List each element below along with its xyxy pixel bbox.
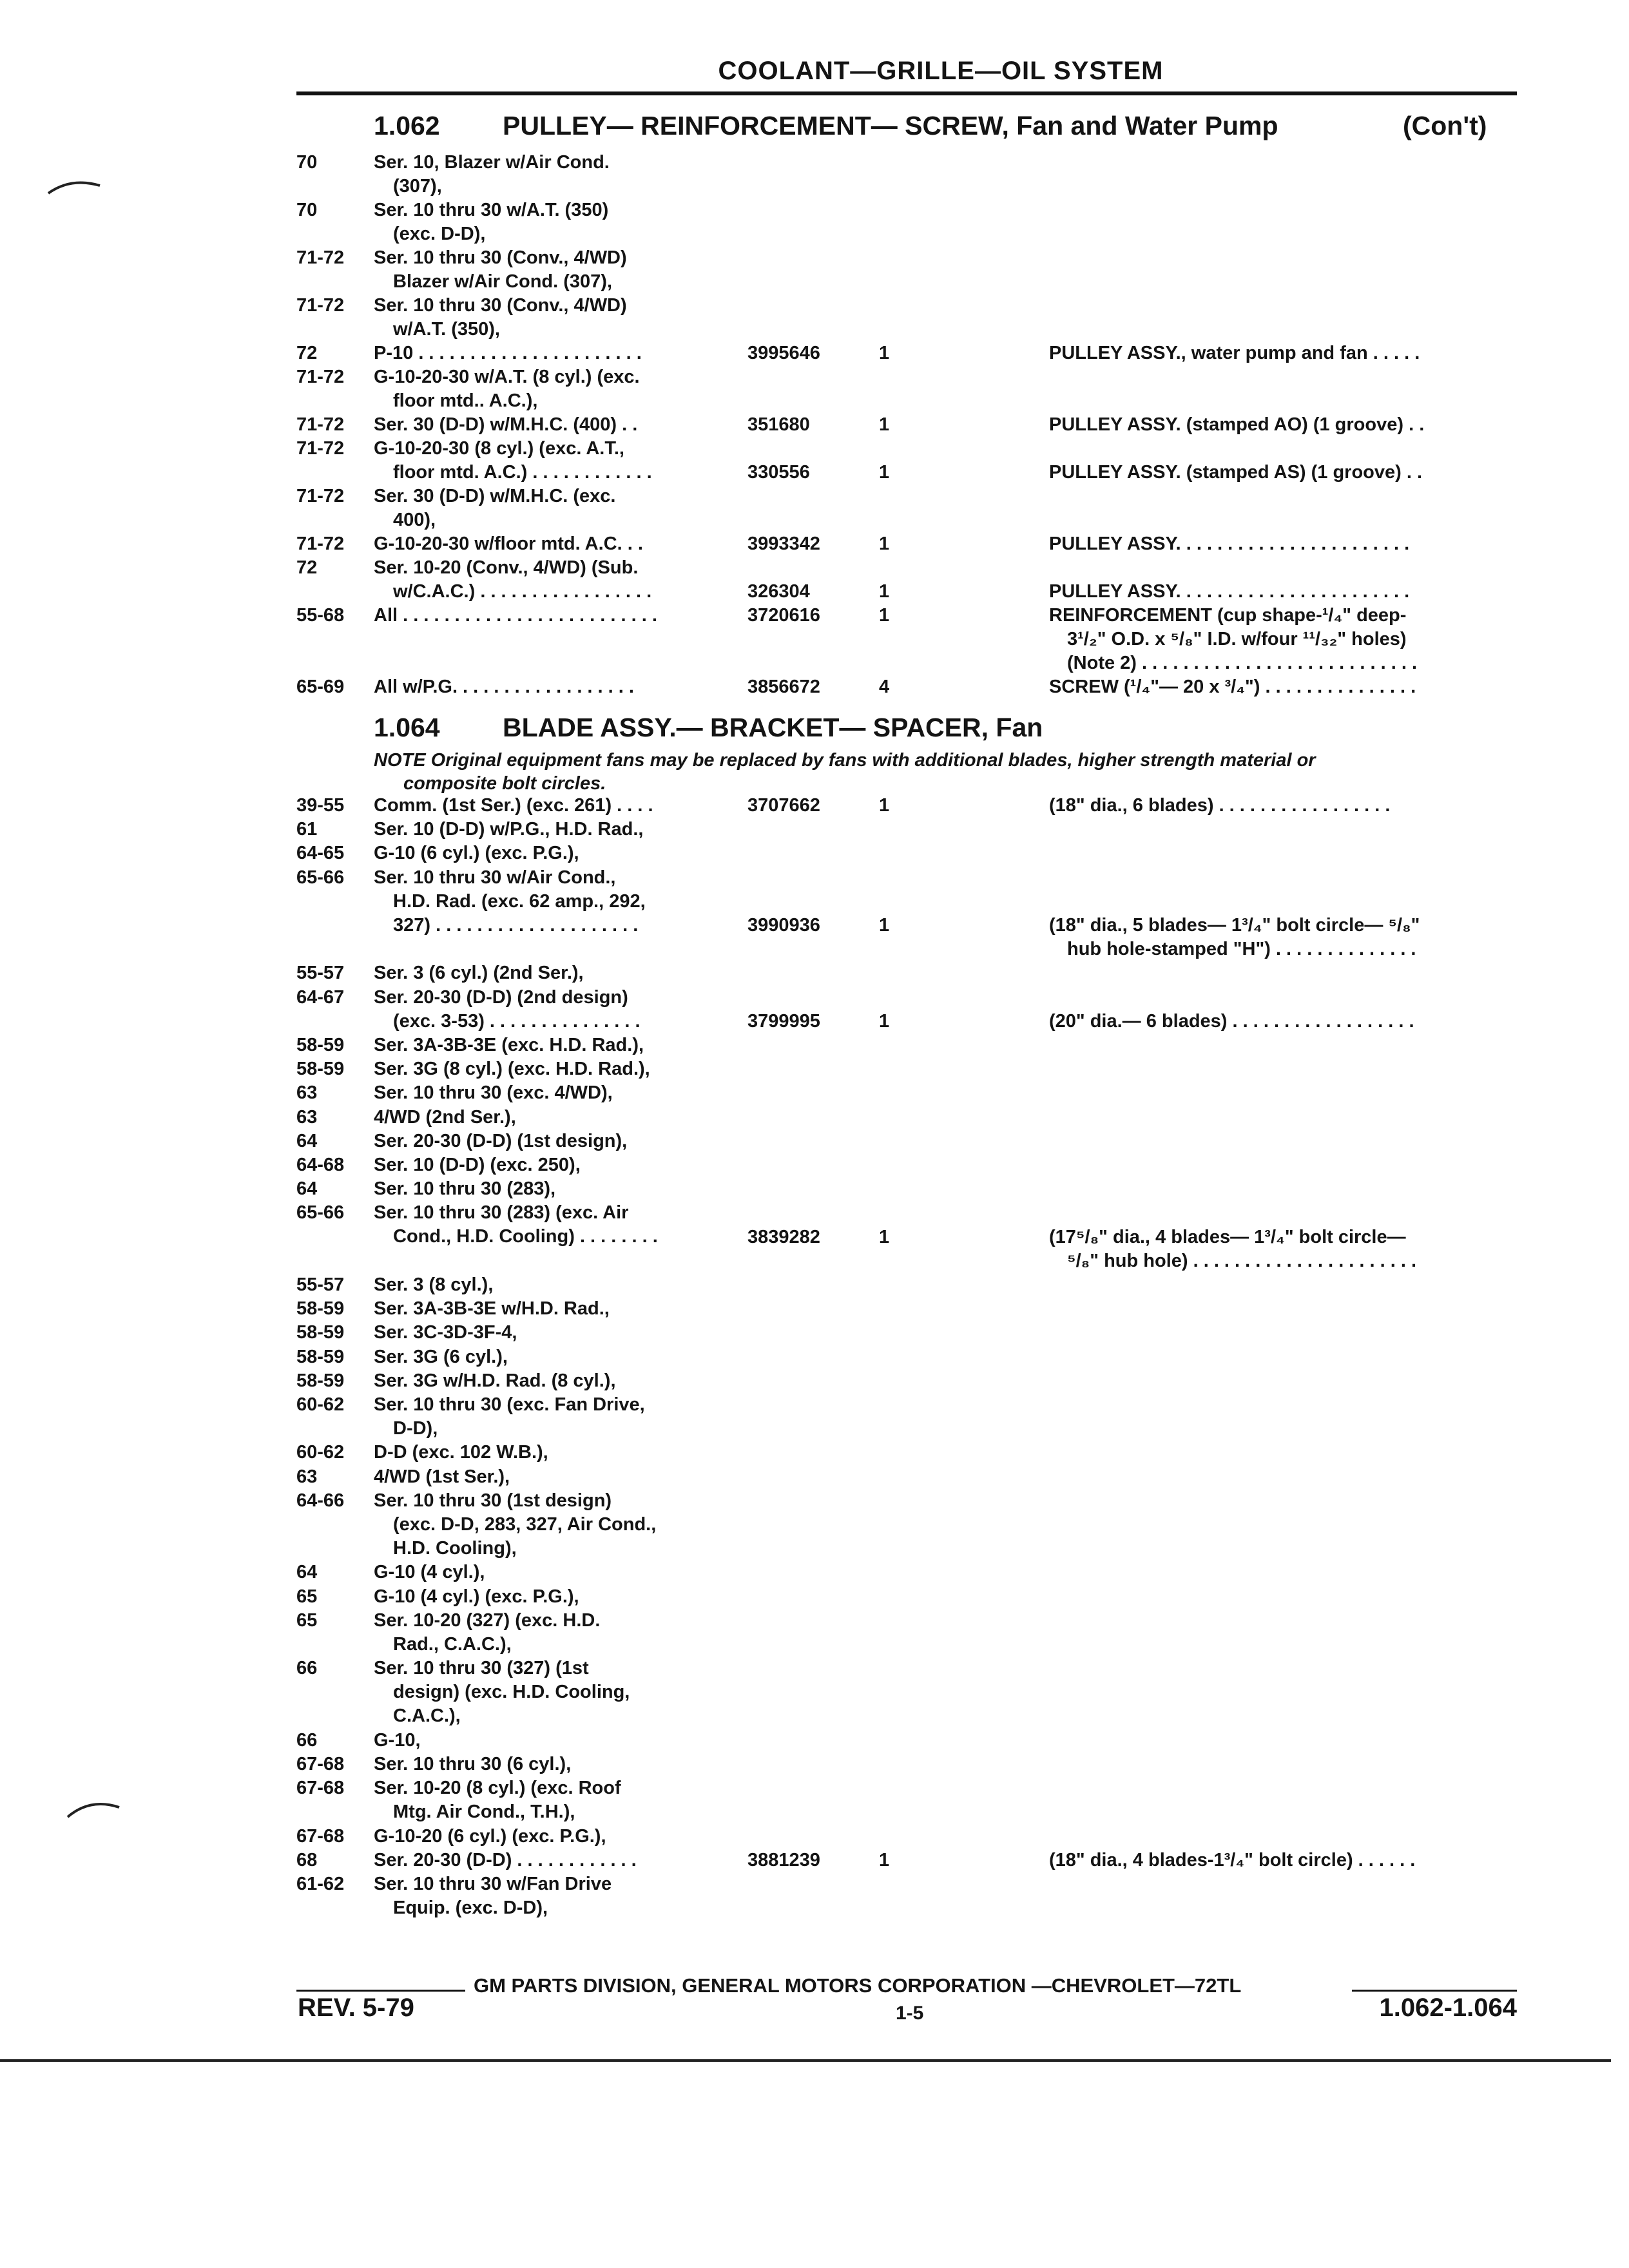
description-line: Rad., C.A.C.), <box>393 1633 512 1655</box>
description-line: 400), <box>393 510 436 530</box>
model-years: 71-72 <box>296 367 345 387</box>
model-years: 72 <box>296 343 318 363</box>
part-description-line: REINFORCEMENT (cup shape-¹/₄" deep- <box>1049 605 1407 626</box>
description-line: 327) . . . . . . . . . . . . . . . . . . . . <box>393 914 639 936</box>
description-line: 4/WD (2nd Ser.), <box>374 1106 516 1128</box>
application-description <box>374 1849 637 1872</box>
description-line: 4/WD (1st Ser.), <box>374 1466 510 1487</box>
model-years: 60-62 <box>296 1442 345 1463</box>
description-line: Ser. 10 thru 30 (283), <box>374 1178 556 1200</box>
application-description <box>374 1393 645 1441</box>
section-title: PULLEY— REINFORCEMENT— SCREW, Fan and Water Pump <box>503 111 1278 140</box>
section-continued-label: (Con't) <box>1403 111 1487 140</box>
part-number: 3856672 <box>747 677 820 697</box>
description-line: G-10 (6 cyl.) (exc. P.G.), <box>374 843 579 864</box>
quantity: 1 <box>879 795 890 816</box>
part-number: 3993342 <box>747 533 820 554</box>
application-description <box>374 485 616 532</box>
part-number: 3995646 <box>747 343 820 363</box>
description-line: Ser. 10 thru 30 (Conv., 4/WD) <box>374 295 627 316</box>
section-heading-1062 <box>374 111 1487 141</box>
part-description-line: 3¹/₂" O.D. x ⁵/₈" I.D. w/four ¹¹/₃₂" holes) <box>1067 629 1407 649</box>
section-number: 1.064 <box>374 713 440 742</box>
description-line: Ser. 3C-3D-3F-4, <box>374 1322 517 1343</box>
model-years: 66 <box>296 1658 318 1679</box>
application-description <box>374 1872 612 1920</box>
quantity: 1 <box>879 605 890 626</box>
note-line-2: composite bolt circles. <box>403 773 606 794</box>
application-description <box>374 1561 485 1584</box>
application-description <box>374 365 640 413</box>
model-years: 39-55 <box>296 795 345 816</box>
application-description <box>374 1729 421 1753</box>
model-years: 65-66 <box>296 867 345 888</box>
part-description <box>1049 1849 1415 1872</box>
description-line: G-10-20-30 w/floor mtd. A.C. . . <box>374 533 643 554</box>
header-rule <box>296 91 1517 95</box>
application-description <box>374 961 584 985</box>
description-line: P-10 . . . . . . . . . . . . . . . . . . . . . . <box>374 343 642 363</box>
quantity: 1 <box>879 1226 890 1247</box>
part-description <box>1049 413 1424 437</box>
description-line: Ser. 20-30 (D-D) . . . . . . . . . . . . <box>374 1849 637 1870</box>
part-number: 330556 <box>747 462 810 483</box>
section-note <box>374 749 1521 795</box>
model-years: 71-72 <box>296 438 345 459</box>
quantity: 1 <box>879 1010 890 1032</box>
description-line: D-D (exc. 102 W.B.), <box>374 1442 548 1463</box>
footer-rule-right <box>1352 1990 1517 1992</box>
page-bottom-rule <box>0 2059 1611 2062</box>
description-line: Ser. 10, Blazer w/Air Cond. <box>374 152 610 173</box>
description-line: H.D. Cooling), <box>393 1537 517 1559</box>
description-line: Comm. (1st Ser.) (exc. 261) . . . . <box>374 795 653 816</box>
description-line: Ser. 10-20 (Conv., 4/WD) (Sub. <box>374 557 639 578</box>
description-line: All w/P.G. . . . . . . . . . . . . . . . . . <box>374 677 634 697</box>
model-years: 64 <box>296 1178 318 1200</box>
quantity: 1 <box>879 414 890 435</box>
part-number: 3881239 <box>747 1849 820 1870</box>
model-years: 71-72 <box>296 486 345 506</box>
revision-label: REV. 5-79 <box>298 1994 414 2022</box>
model-years: 72 <box>296 557 318 578</box>
quantity: 1 <box>879 581 890 602</box>
description-line: Ser. 30 (D-D) w/M.H.C. (400) . . <box>374 414 638 435</box>
application-description <box>374 794 653 818</box>
page-number: 1-5 <box>896 2003 924 2024</box>
application-description <box>374 1153 581 1177</box>
application-description <box>374 1609 600 1657</box>
application-description <box>374 1345 508 1369</box>
model-years: 58-59 <box>296 1322 345 1343</box>
model-years: 58-59 <box>296 1298 345 1320</box>
application-description <box>374 532 643 556</box>
part-description <box>1049 794 1390 818</box>
description-line: G-10-20-30 w/A.T. (8 cyl.) (exc. <box>374 367 640 387</box>
quantity: 1 <box>879 462 890 483</box>
model-years: 58-59 <box>296 1035 345 1055</box>
part-description-line: (18" dia., 5 blades— 1³/₄" bolt circle— ⁵/₈" <box>1049 914 1420 936</box>
part-number: 3839282 <box>747 1226 820 1247</box>
description-line: G-10 (4 cyl.), <box>374 1562 485 1583</box>
section-range: 1.062-1.064 <box>1379 1994 1517 2022</box>
part-description <box>1049 914 1420 961</box>
application-description <box>374 1753 571 1776</box>
description-line: Ser. 3 (8 cyl.), <box>374 1274 494 1295</box>
description-line: Ser. 20-30 (D-D) (1st design), <box>374 1130 628 1151</box>
application-description <box>374 1369 616 1393</box>
application-description <box>374 866 646 937</box>
application-description <box>374 437 652 485</box>
model-years: 63 <box>296 1082 318 1104</box>
description-line: Mtg. Air Cond., T.H.), <box>393 1802 575 1823</box>
quantity: 1 <box>879 343 890 363</box>
application-description <box>374 818 643 841</box>
application-description <box>374 1657 630 1728</box>
description-line: Ser. 10 thru 30 (1st design) <box>374 1490 612 1511</box>
part-description <box>1049 580 1409 604</box>
description-line: Ser. 10 (D-D) (exc. 250), <box>374 1155 581 1175</box>
part-description <box>1049 532 1409 556</box>
part-description-line: SCREW (¹/₄"— 20 x ³/₄") . . . . . . . . . . . . . . . <box>1049 677 1416 697</box>
description-line: Ser. 10-20 (327) (exc. H.D. <box>374 1610 601 1631</box>
application-description <box>374 1825 606 1849</box>
application-description <box>374 1585 579 1609</box>
description-line: Ser. 10 (D-D) w/P.G., H.D. Rad., <box>374 819 644 840</box>
model-years: 55-68 <box>296 605 345 626</box>
description-line: floor mtd. A.C.) . . . . . . . . . . . . <box>393 462 652 483</box>
description-line: Cond., H.D. Cooling) . . . . . . . . <box>393 1226 658 1247</box>
application-description <box>374 341 642 365</box>
model-years: 61 <box>296 819 318 840</box>
description-line: Ser. 10 thru 30 (327) (1st <box>374 1658 589 1679</box>
description-line: C.A.C.), <box>393 1706 461 1727</box>
model-years: 63 <box>296 1106 318 1128</box>
part-description <box>1049 461 1422 485</box>
model-years: 61-62 <box>296 1874 345 1894</box>
description-line: G-10-20-30 (8 cyl.) (exc. A.T., <box>374 438 624 459</box>
application-description <box>374 1201 658 1249</box>
model-years: 71-72 <box>296 295 345 316</box>
application-description <box>374 151 610 198</box>
part-description-line: PULLEY ASSY. . . . . . . . . . . . . . . . . . . . . . . <box>1049 533 1410 554</box>
part-description <box>1049 675 1416 699</box>
description-line: G-10 (4 cyl.) (exc. P.G.), <box>374 1586 579 1607</box>
description-line: Ser. 3A-3B-3E w/H.D. Rad., <box>374 1298 610 1320</box>
description-line: Ser. 3G (6 cyl.), <box>374 1346 508 1367</box>
part-number: 3720616 <box>747 605 820 626</box>
description-line: Ser. 10 thru 30 (exc. Fan Drive, <box>374 1394 645 1415</box>
application-description <box>374 675 634 699</box>
application-description <box>374 986 641 1033</box>
application-description <box>374 1106 516 1129</box>
description-line: (307), <box>393 176 442 197</box>
application-description <box>374 294 627 341</box>
section-number: 1.062 <box>374 111 440 140</box>
description-line: D-D), <box>393 1418 438 1439</box>
application-description <box>374 1033 644 1057</box>
description-line: (exc. D-D), <box>393 224 486 244</box>
part-number: 351680 <box>747 414 810 435</box>
application-description <box>374 413 637 437</box>
part-number: 3707662 <box>747 795 820 816</box>
model-years: 68 <box>296 1849 318 1870</box>
description-line: Ser. 20-30 (D-D) (2nd design) <box>374 986 628 1008</box>
description-line: All . . . . . . . . . . . . . . . . . . . . . . . . . <box>374 605 657 626</box>
application-description <box>374 604 657 628</box>
part-description-line: PULLEY ASSY., water pump and fan . . . . . <box>1049 343 1420 363</box>
model-years: 55-57 <box>296 963 345 984</box>
model-years: 58-59 <box>296 1346 345 1367</box>
description-line: (exc. 3-53) . . . . . . . . . . . . . . . <box>393 1010 641 1032</box>
model-years: 58-59 <box>296 1059 345 1080</box>
application-description <box>374 841 579 865</box>
description-line: Ser. 10 thru 30 w/A.T. (350) <box>374 200 609 220</box>
application-description <box>374 1057 650 1081</box>
application-description <box>374 1465 510 1489</box>
model-years: 67-68 <box>296 1778 345 1799</box>
description-line: Ser. 10 thru 30 (6 cyl.), <box>374 1754 572 1774</box>
part-description-line: ⁵/₈" hub hole) . . . . . . . . . . . . . . . . . . . . . . <box>1067 1250 1417 1271</box>
description-line: G-10, <box>374 1729 421 1751</box>
model-years: 71-72 <box>296 533 345 554</box>
part-description <box>1049 604 1417 675</box>
quantity: 1 <box>879 1849 890 1870</box>
model-years: 64-67 <box>296 986 345 1008</box>
part-description <box>1049 341 1420 365</box>
description-line: Blazer w/Air Cond. (307), <box>393 271 613 292</box>
model-years: 66 <box>296 1729 318 1751</box>
part-description <box>1049 1010 1414 1033</box>
note-line-1: NOTE Original equipment fans may be replaced by fans with additional blades, higher strength material or <box>374 750 1316 771</box>
application-description <box>374 198 608 246</box>
part-description-line: (18" dia., 4 blades-1³/₄" bolt circle) . . . . . . <box>1049 1849 1416 1870</box>
model-years: 58-59 <box>296 1370 345 1391</box>
description-line: Ser. 3 (6 cyl.) (2nd Ser.), <box>374 963 584 984</box>
model-years: 65 <box>296 1610 318 1631</box>
section-title: BLADE ASSY.— BRACKET— SPACER, Fan <box>503 713 1043 742</box>
part-description-line: PULLEY ASSY. . . . . . . . . . . . . . . . . . . . . . . <box>1049 581 1410 602</box>
model-years: 65-69 <box>296 677 345 697</box>
part-description-line: PULLEY ASSY. (stamped AO) (1 groove) . . <box>1049 414 1425 435</box>
description-line: Ser. 10 thru 30 (283) (exc. Air <box>374 1202 629 1224</box>
part-description-line: (Note 2) . . . . . . . . . . . . . . . . . . . . . . . . . . . <box>1067 653 1418 673</box>
description-line: Ser. 3G w/H.D. Rad. (8 cyl.), <box>374 1370 616 1391</box>
margin-mark <box>45 174 103 200</box>
model-years: 65-66 <box>296 1202 345 1224</box>
model-years: 65 <box>296 1586 318 1607</box>
footer-publisher: GM PARTS DIVISION, GENERAL MOTORS CORPORATION —CHEVROLET—72TL <box>474 1974 1242 1997</box>
model-years: 63 <box>296 1466 318 1487</box>
application-description <box>374 556 651 604</box>
description-line: Ser. 10-20 (8 cyl.) (exc. Roof <box>374 1778 621 1799</box>
description-line: w/C.A.C.) . . . . . . . . . . . . . . . . . <box>393 581 652 602</box>
application-description <box>374 1177 555 1201</box>
page-header-title: COOLANT—GRILLE—OIL SYSTEM <box>718 57 1164 85</box>
model-years: 67-68 <box>296 1754 345 1774</box>
description-line: (exc. D-D, 283, 327, Air Cond., <box>393 1514 657 1535</box>
application-description <box>374 1273 493 1297</box>
part-number: 326304 <box>747 581 810 602</box>
quantity: 1 <box>879 533 890 554</box>
description-line: Ser. 3A-3B-3E (exc. H.D. Rad.), <box>374 1035 644 1055</box>
description-line: G-10-20 (6 cyl.) (exc. P.G.), <box>374 1825 606 1847</box>
part-description <box>1049 1225 1416 1273</box>
part-description-line: PULLEY ASSY. (stamped AS) (1 groove) . . <box>1049 462 1423 483</box>
description-line: Ser. 10 thru 30 (exc. 4/WD), <box>374 1082 613 1104</box>
application-description <box>374 1129 627 1153</box>
footer-rule-left <box>296 1990 465 1992</box>
application-description <box>374 1489 656 1561</box>
part-description-line: (18" dia., 6 blades) . . . . . . . . . . . . . . . . . <box>1049 795 1391 816</box>
description-line: Ser. 30 (D-D) w/M.H.C. (exc. <box>374 486 616 506</box>
model-years: 64-66 <box>296 1490 345 1511</box>
model-years: 55-57 <box>296 1274 345 1295</box>
description-line: design) (exc. H.D. Cooling, <box>393 1682 630 1703</box>
quantity: 4 <box>879 677 890 697</box>
model-years: 71-72 <box>296 414 345 435</box>
description-line: Ser. 10 thru 30 w/Air Cond., <box>374 867 616 888</box>
model-years: 64 <box>296 1562 318 1583</box>
part-description-line: hub hole-stamped "H") . . . . . . . . . . . . . . <box>1067 938 1416 959</box>
application-description <box>374 1441 548 1465</box>
section-heading-1064 <box>374 713 1043 743</box>
margin-mark <box>64 1791 122 1823</box>
model-years: 64 <box>296 1130 318 1151</box>
part-description-line: (20" dia.— 6 blades) . . . . . . . . . . . . . . . . . . <box>1049 1010 1414 1032</box>
description-line: Ser. 10 thru 30 (Conv., 4/WD) <box>374 247 627 268</box>
description-line: Ser. 10 thru 30 w/Fan Drive <box>374 1874 612 1894</box>
application-description <box>374 1081 613 1105</box>
application-description <box>374 1321 517 1345</box>
application-description <box>374 246 627 294</box>
description-line: H.D. Rad. (exc. 62 amp., 292, <box>393 890 646 912</box>
part-number: 3799995 <box>747 1010 820 1032</box>
quantity: 1 <box>879 914 890 936</box>
model-years: 70 <box>296 200 318 220</box>
application-description <box>374 1297 610 1321</box>
model-years: 70 <box>296 152 318 173</box>
model-years: 64-65 <box>296 843 345 864</box>
model-years: 64-68 <box>296 1155 345 1175</box>
model-years: 67-68 <box>296 1825 345 1847</box>
description-line: floor mtd.. A.C.), <box>393 390 538 411</box>
model-years: 60-62 <box>296 1394 345 1415</box>
model-years: 71-72 <box>296 247 345 268</box>
application-description <box>374 1776 621 1824</box>
description-line: w/A.T. (350), <box>393 319 500 340</box>
description-line: Equip. (exc. D-D), <box>393 1898 548 1918</box>
part-number: 3990936 <box>747 914 820 936</box>
description-line: Ser. 3G (8 cyl.) (exc. H.D. Rad.), <box>374 1059 650 1080</box>
part-description-line: (17⁵/₈" dia., 4 blades— 1³/₄" bolt circle— <box>1049 1226 1406 1247</box>
